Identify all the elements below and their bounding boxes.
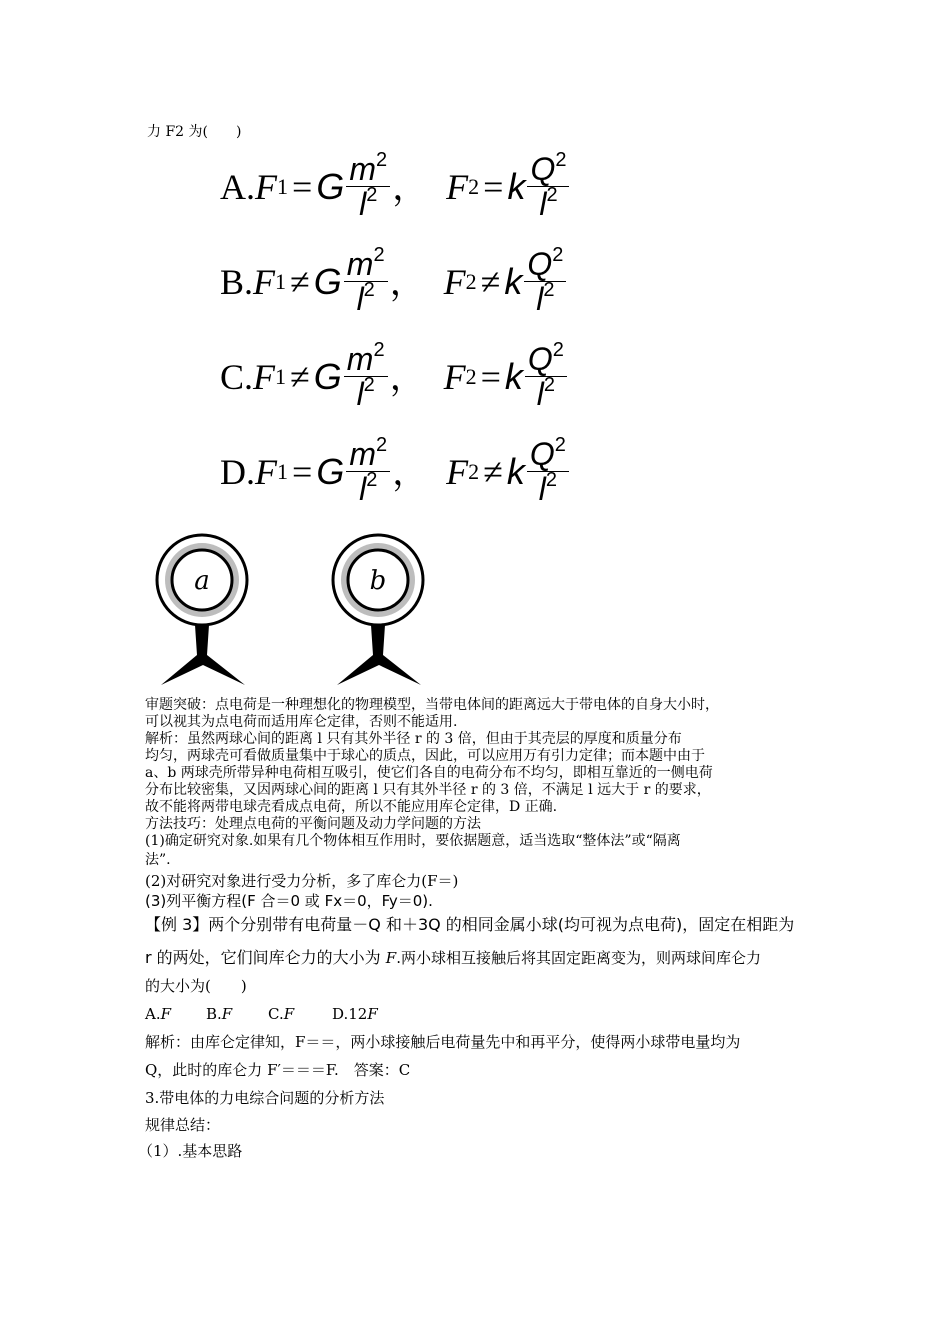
choice-a: A.F [145, 1005, 172, 1023]
charged-spheres-diagram [145, 525, 445, 695]
section-3-heading: 3.带电体的力电综合问题的分析方法 [145, 1089, 385, 1107]
summary-label: 规律总结： [145, 1116, 221, 1134]
charge-fraction: $\frac{Q^2}{l^2}$ [527, 437, 569, 506]
mass-fraction: $\frac{m^2}{l^2}$ [346, 152, 390, 221]
analysis-line-4: 均匀，两球壳可看做质量集中于球心的质点，因此，可以应用万有引力定律；而本题中由于 [145, 748, 705, 764]
mass-fraction: $\frac{m^2}{l^2}$ [346, 437, 390, 506]
analysis-line-3: 解析：虽然两球心间的距离 l 只有其外半径 r 的 3 倍，但由于其壳层的厚度和质量分布 [145, 731, 682, 747]
sphere-a [157, 535, 247, 685]
option-letter: C. [220, 356, 254, 397]
method-step-2: (2)对研究对象进行受力分析，多了库仑力(F＝) [145, 872, 459, 890]
option-letter: B. [220, 261, 254, 302]
stand-b [337, 625, 421, 685]
basic-approach-step: （1）.基本思路 [138, 1142, 243, 1160]
mass-fraction: $\frac{m^2}{l^2}$ [344, 247, 388, 316]
relation-2: = [483, 166, 504, 207]
stand-a [161, 625, 245, 685]
formula-option-2: B. F 1 ≠ G $\frac{m^2}{l^2}$ ， F 2 ≠ k $\frac{Q^2}{l^2}$ [220, 247, 568, 316]
sphere-b [333, 535, 423, 685]
question-tail: 力 F2 为( ) [147, 124, 242, 140]
method-step-1-cont: 法”. [145, 852, 171, 868]
sphere-b-label: b [369, 566, 387, 596]
relation-1: = [292, 166, 313, 207]
sphere-a-label: a [194, 566, 210, 596]
formula-option-3: C. F 1 ≠ G $\frac{m^2}{l^2}$ ， F 2 = k $\frac{Q^2}{l^2}$ [220, 342, 569, 411]
solution-line-1: 解析：由库仑定律知，F＝＝，两小球接触后电荷量先中和再平分，使得两小球带电量均为 [145, 1033, 741, 1051]
formula-option-1: A. F 1 = G $\frac{m^2}{l^2}$ ， F 2 = k $\frac{Q^2}{l^2}$ [220, 152, 571, 221]
choice-b: B.F [206, 1005, 233, 1023]
relation-2: = [480, 356, 501, 397]
relation-1: ≠ [290, 356, 310, 397]
relation-2: ≠ [483, 451, 503, 492]
charge-fraction: $\frac{Q^2}{l^2}$ [527, 152, 569, 221]
mass-fraction: $\frac{m^2}{l^2}$ [344, 342, 388, 411]
relation-2: ≠ [480, 261, 501, 302]
charge-fraction: $\frac{Q^2}{l^2}$ [525, 342, 567, 411]
method-step-1: (1)确定研究对象.如果有几个物体相互作用时，要依据题意，适当选取“整体法”或“隔离 [145, 833, 681, 849]
charge-fraction: $\frac{Q^2}{l^2}$ [524, 247, 566, 316]
relation-1: ≠ [290, 261, 310, 302]
analysis-line-6: 分布比较密集，又因两球心间的距离 l 只有其外半径 r 的 3 倍，不满足 l 远大于 r 的要求， [145, 782, 711, 798]
solution-line-2: Q，此时的库仑力 F′＝＝＝F. 答案：C [145, 1061, 411, 1079]
example3-line-3: 的大小为( ) [145, 977, 247, 995]
option-letter: A. [220, 166, 255, 207]
option-letter: D. [220, 451, 255, 492]
example3-line-2: r 的两处，它们间库仑力的大小为 F.两小球相互接触后将其固定距离变为，则两球间库仑力 [145, 948, 761, 967]
analysis-line-2: 可以视其为点电荷而适用库仑定律，否则不能适用. [145, 714, 458, 730]
analysis-line-1: 审题突破：点电荷是一种理想化的物理模型，当带电体间的距离远大于带电体的自身大小时， [145, 697, 719, 713]
analysis-line-5: a、b 两球壳所带异种电荷相互吸引，使它们各自的电荷分布不均匀，即相互靠近的一侧电荷 [145, 765, 713, 781]
choice-d: D.12F [332, 1005, 378, 1023]
choice-c: C.F [268, 1005, 295, 1023]
relation-1: = [292, 451, 313, 492]
method-tips-heading: 方法技巧：处理点电荷的平衡问题及动力学问题的方法 [145, 816, 481, 832]
analysis-line-7: 故不能将两带电球壳看成点电荷，所以不能应用库仑定律，D 正确. [145, 799, 558, 815]
method-step-3: (3)列平衡方程(F 合＝0 或 Fx＝0，Fy＝0). [145, 892, 433, 910]
example3-line-1: 【例 3】两个分别带有电荷量－Q 和＋3Q 的相同金属小球(均可视为点电荷)，固定在相距为 [145, 915, 795, 934]
formula-option-4: D. F 1 = G $\frac{m^2}{l^2}$ ， F 2 ≠ k $\frac{Q^2}{l^2}$ [220, 437, 571, 506]
